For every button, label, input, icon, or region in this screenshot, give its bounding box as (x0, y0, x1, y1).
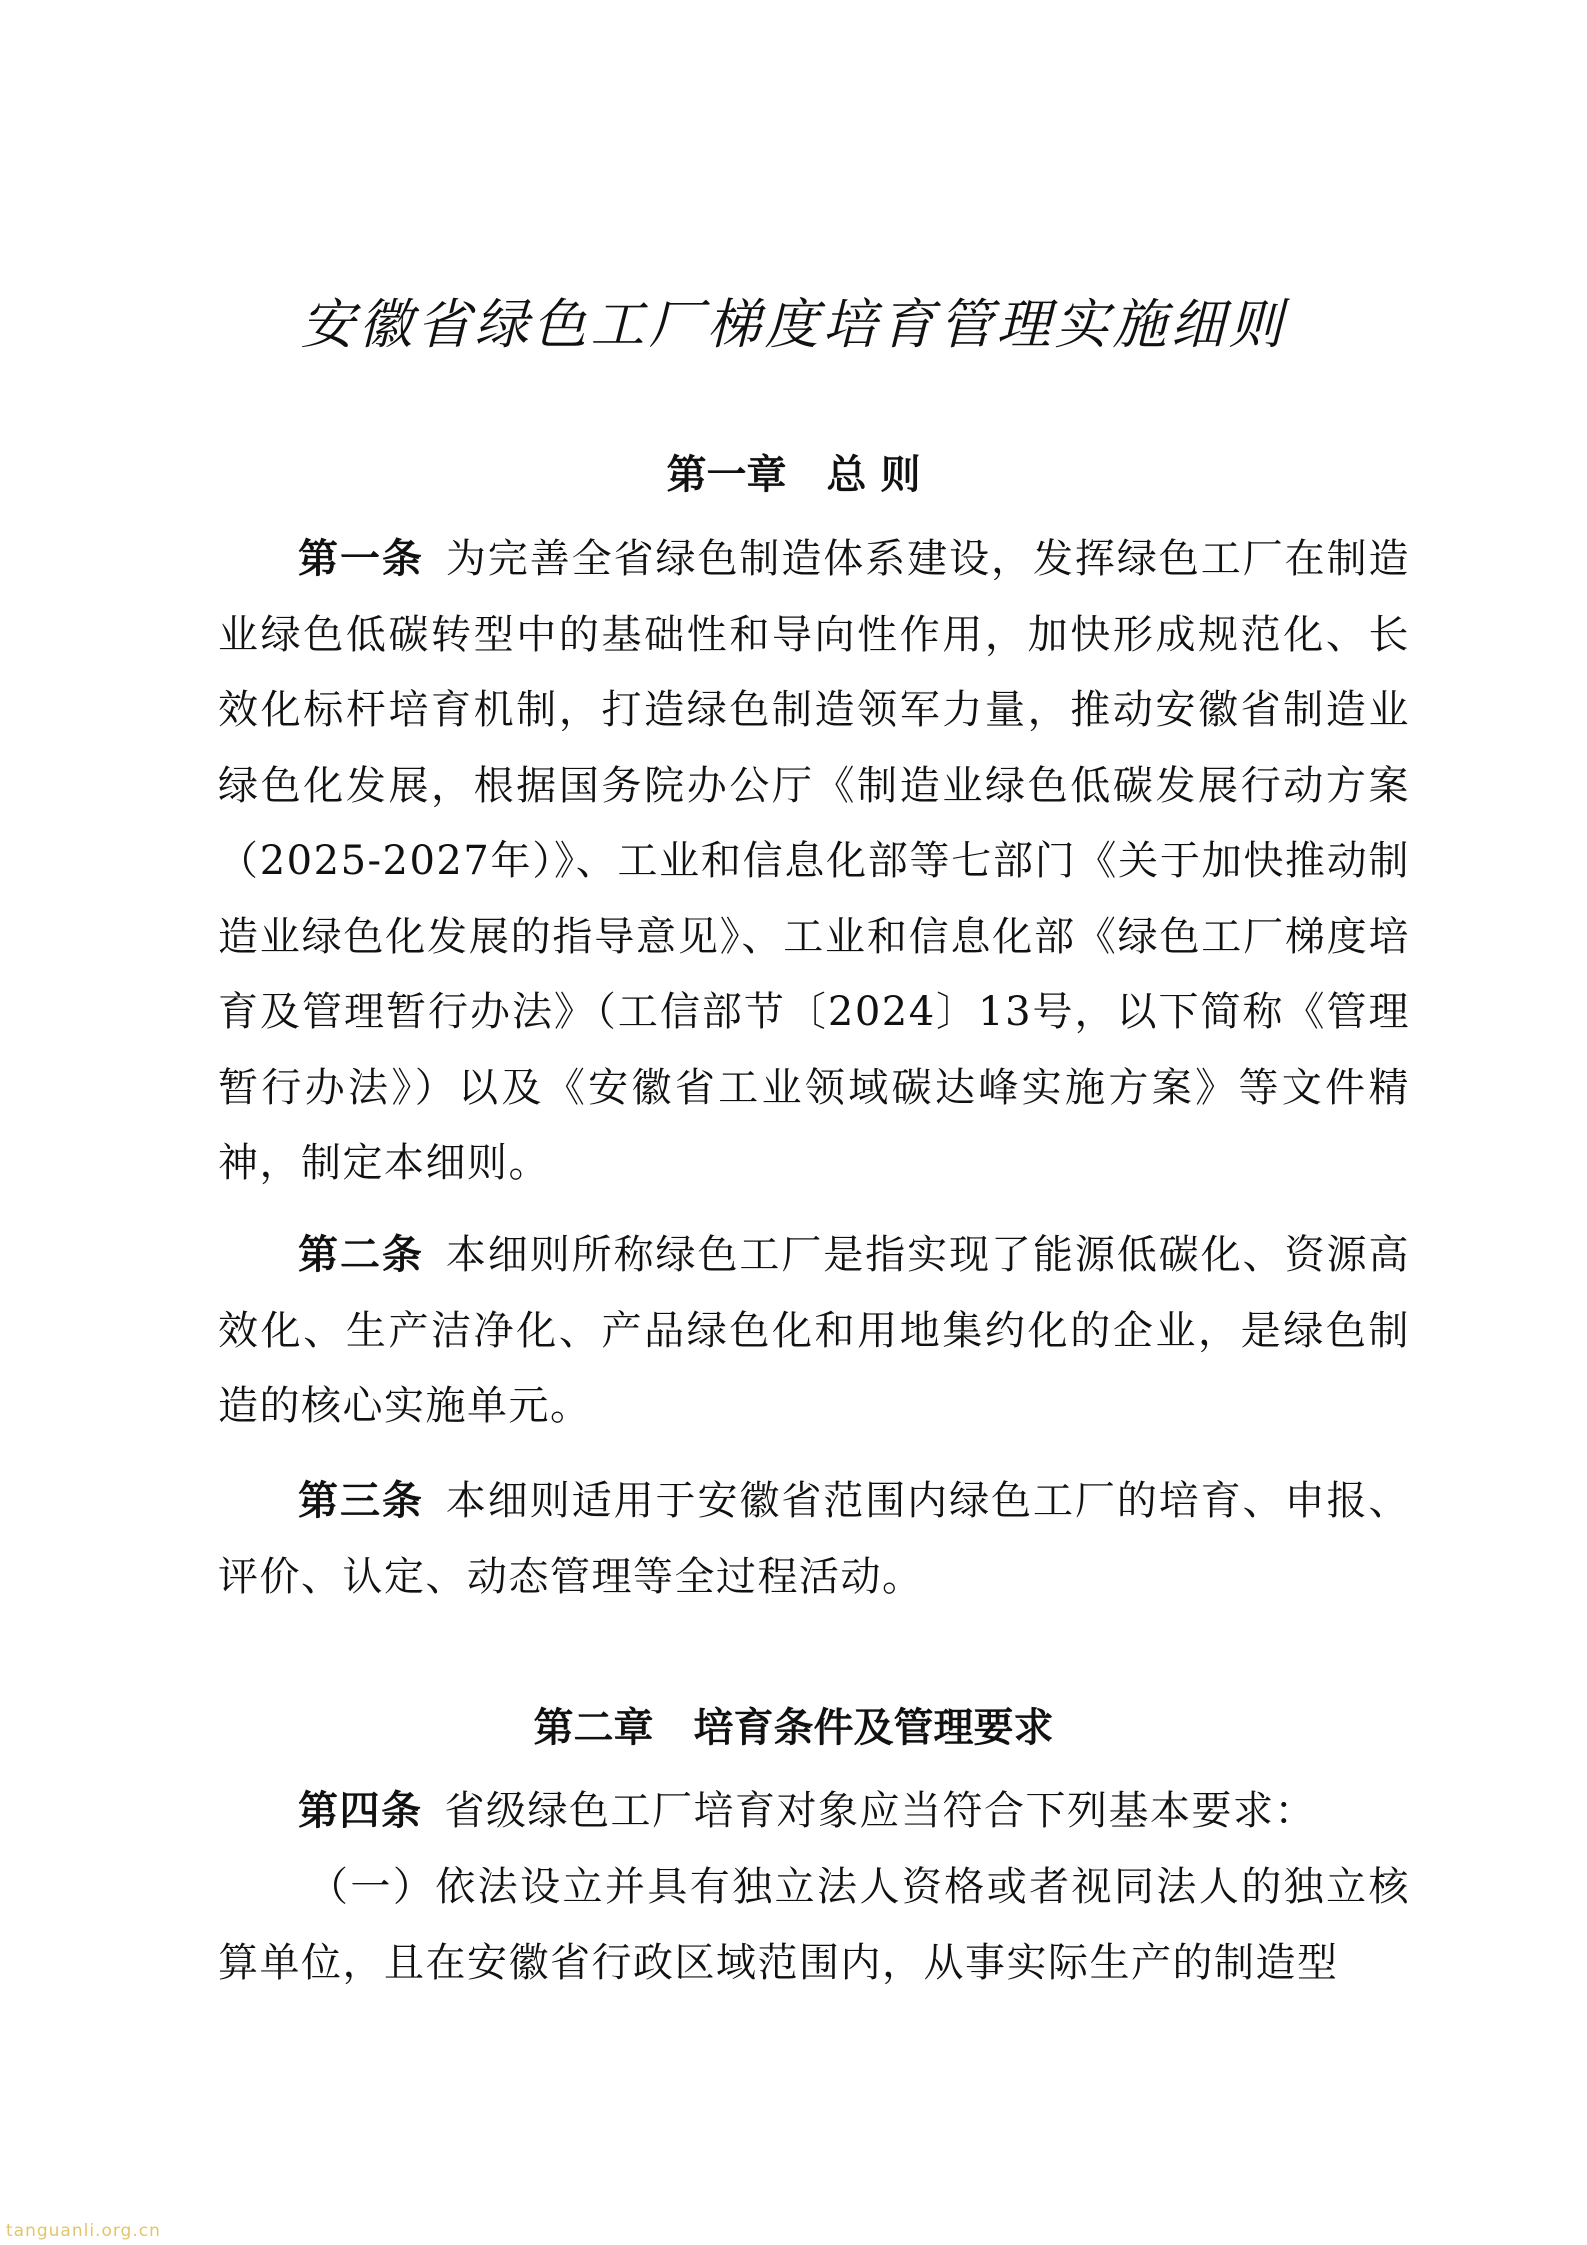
article-1 (218, 522, 1410, 1202)
article-2-lead: 第二条 (298, 1232, 424, 1278)
article-4-body: 省级绿色工厂培育对象应当符合下列基本要求： (444, 1788, 1316, 1834)
article-3-lead: 第三条 (298, 1478, 424, 1524)
chapter-two-name: 培育条件及管理要求 (693, 1705, 1054, 1751)
item-1-text: （一）依法设立并具有独立法人资格或者视同法人的独立核算单位，且在安徽省行政区域范围内，从事实际生产的制造型 (218, 1864, 1410, 1986)
article-2-body: 本细则所称绿色工厂是指实现了能源低碳化、资源高效化、生产洁净化、产品绿色化和用地集约化的企业，是绿色制造的核心实施单元。 (218, 1232, 1411, 1429)
article-1-body: 为完善全省绿色制造体系建设，发挥绿色工厂在制造业绿色低碳转型中的基础性和导向性作用，加快形成规范化、长效化标杆培育机制，打造绿色制造领军力量，推动安徽省制造业绿色化发展，根据国务院办公厅《制造业绿色低碳发展行动方案（2025-2027年）》、工业和信息化部等七部门《关于加快推动制造业绿色化发展的指导意见》、工业和信息化部《绿色工厂梯度培育及管理暂行办法》（工信部节〔2024〕13号，以下简称《管理暂行办法》）以及《安徽省工业领域碳达峰实施方案》等文件精神，制定本细则。 (218, 536, 1411, 1186)
chapter-one-name: 总 则 (826, 452, 921, 498)
article-1-lead: 第一条 (298, 536, 424, 582)
chapter-two-number: 第二章 (533, 1705, 654, 1751)
article-4-lead: 第四条 (298, 1788, 423, 1834)
article-3 (218, 1464, 1410, 1615)
chapter-one-number: 第一章 (666, 452, 787, 498)
chapter-two-heading (0, 1698, 1587, 1758)
chapter-one-heading (0, 445, 1587, 505)
article-4 (218, 1774, 1410, 1850)
watermark: tanguanli.org.cn (6, 2221, 161, 2241)
article-2 (218, 1218, 1410, 1445)
item-1 (218, 1850, 1410, 2001)
document-title: 安徽省绿色工厂梯度培育管理实施细则 (300, 293, 1287, 356)
article-3-body: 本细则适用于安徽省范围内绿色工厂的培育、申报、评价、认定、动态管理等全过程活动。 (218, 1478, 1411, 1600)
